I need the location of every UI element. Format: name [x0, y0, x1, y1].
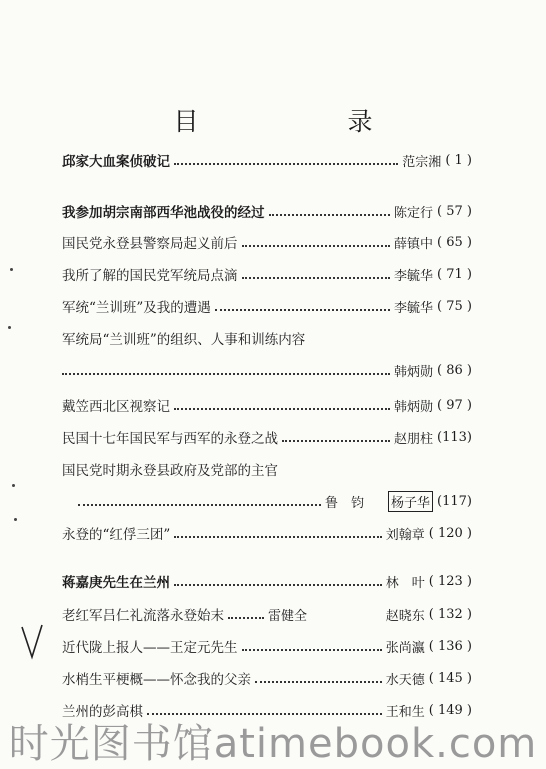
entry-title: 戴笠西北区视察记: [62, 399, 170, 415]
entry-page: ( 120 ): [428, 525, 472, 541]
toc-entry: [62, 522, 472, 544]
entry-title: 永登的“红俘三团”: [62, 527, 171, 543]
leader-dots: [242, 647, 382, 651]
toc-entry: [62, 570, 472, 592]
entry-title: 邱家大血案侦破记: [62, 154, 170, 170]
leader-dots: [215, 307, 390, 311]
entry-author: 范宗湘: [402, 154, 442, 170]
entry-page: ( 123 ): [428, 573, 472, 589]
toc-entry: [62, 635, 472, 657]
entry-title: 老红军吕仁礼流落永登始末: [62, 608, 224, 624]
leader-dots: [242, 275, 391, 279]
leader-dots: [174, 406, 390, 410]
entry-title: 蒋嘉庚先生在兰州: [62, 575, 170, 591]
entry-title: 近代陇上报人——王定元先生: [62, 640, 238, 656]
entry-author: 韩炳勋: [394, 364, 434, 380]
entry-page: ( 145 ): [428, 670, 472, 686]
scan-speck: [8, 326, 11, 329]
entry-page: ( 75 ): [437, 298, 472, 314]
entry-author: 林 叶: [385, 575, 425, 591]
leader-dots: [78, 502, 321, 506]
entry-page: ( 71 ): [437, 266, 472, 282]
entry-title: 水梢生平梗概——怀念我的父亲: [62, 672, 251, 688]
entry-title: 我参加胡宗南部西华池战役的经过: [62, 205, 265, 221]
entry-title: 国民党时期永登县政府及党部的主官: [62, 463, 278, 479]
entry-author: 王和生: [385, 704, 425, 720]
entry-title: 兰州的彭高棋: [62, 704, 143, 720]
toc-entry-second-line: [62, 359, 472, 381]
entry-author: 薛镇中: [394, 236, 434, 252]
leader-dots: [228, 615, 264, 619]
entry-author: 赵晓东: [385, 608, 425, 624]
watermark-banner: 时光图书馆atimebook.com: [8, 720, 538, 767]
entry-page: ( 1 ): [445, 152, 472, 168]
entry-title: 军统“兰训班”及我的遭遇: [62, 300, 211, 316]
handwritten-check-mark: [18, 621, 48, 661]
entry-author-boxed: 杨子华: [388, 491, 433, 512]
entry-page: (113): [437, 429, 472, 445]
leader-dots: [282, 438, 390, 442]
entry-page: ( 57 ): [437, 203, 472, 219]
entry-author: 韩炳勋: [394, 399, 434, 415]
toc-entry: [62, 200, 472, 222]
entry-page: ( 65 ): [437, 234, 472, 250]
page-title: 目 录: [173, 107, 435, 136]
entry-author: 李毓华: [394, 300, 434, 316]
entry-page: ( 132 ): [428, 606, 472, 622]
scan-speck: [12, 484, 15, 487]
leader-dots: [255, 679, 382, 683]
entry-author: 张尚瀛: [385, 640, 425, 656]
entry-page: ( 97 ): [437, 397, 472, 413]
toc-entry: [62, 231, 472, 253]
toc-entry-first-line: [62, 327, 472, 349]
toc-entry-second-line: [62, 490, 472, 512]
entry-author: 陈定行: [394, 205, 434, 221]
entry-title: 民国十七年国民军与西军的永登之战: [62, 431, 278, 447]
entry-title: 军统局“兰训班”的组织、人事和训练内容: [62, 332, 306, 348]
entry-page: ( 136 ): [428, 638, 472, 654]
leader-dots: [269, 212, 391, 216]
entry-author: 鲁 钧: [325, 495, 365, 511]
toc-entry-first-line: [62, 458, 472, 480]
leader-dots: [174, 161, 398, 165]
scan-speck: [14, 518, 17, 521]
entry-author: 刘翰章: [385, 527, 425, 543]
toc-entry: [62, 149, 472, 171]
leader-dots: [174, 582, 382, 586]
toc-entry: [62, 295, 472, 317]
toc-entry: [62, 394, 472, 416]
scan-speck: [10, 268, 13, 271]
entry-author: 雷健全: [268, 608, 308, 624]
entry-author: 水天德: [385, 672, 425, 688]
toc-entry: [62, 603, 472, 625]
entry-title: 我所了解的国民党军统局点滴: [62, 268, 238, 284]
entry-author: 李毓华: [394, 268, 434, 284]
toc-entry: [62, 263, 472, 285]
entry-page: ( 149 ): [428, 702, 472, 718]
entry-page: ( 86 ): [437, 362, 472, 378]
leader-dots: [62, 371, 390, 375]
entry-author: 赵朋柱: [394, 431, 434, 447]
entry-page: (117): [437, 493, 472, 509]
entry-title: 国民党永登县警察局起义前后: [62, 236, 238, 252]
leader-dots: [242, 243, 391, 247]
toc-entry: [62, 426, 472, 448]
leader-dots: [174, 534, 381, 538]
toc-entry: [62, 667, 472, 689]
